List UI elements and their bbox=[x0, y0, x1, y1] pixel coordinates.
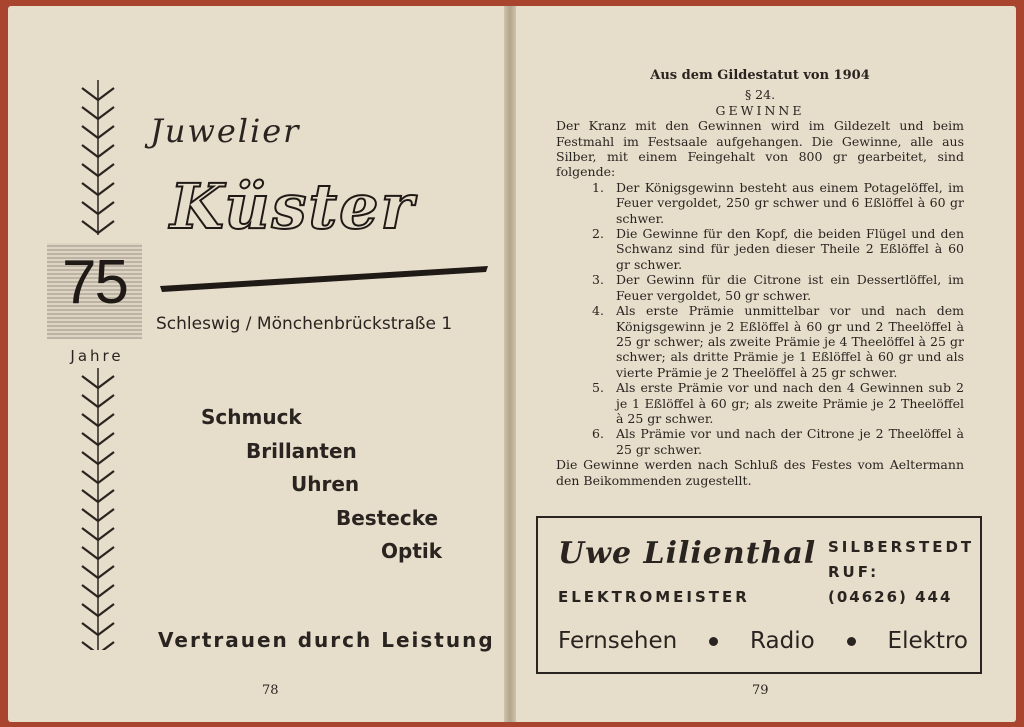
ad-place: SILBERSTEDT bbox=[828, 538, 975, 556]
item-text: Die Gewinne für den Kopf, die beiden Flügel und den Schwanz sind für jeden dieser Theile 2 Eßlöffel à 60 gr schwer. bbox=[616, 226, 964, 272]
list-item bbox=[556, 426, 964, 457]
ad-phone-label: RUF: bbox=[828, 563, 880, 581]
item-text: Als erste Prämie unmittelbar vor und nach dem Königsgewinn je 2 Eßlöffel à 60 gr und 2 Theelöffel à 25 gr schwer; als zweite Prämie je 4 Theelöffel à 25 gr schwer; als dritte Prämie je 1 Eßlöffel à 60 gr und als vierte Prämie je 2 Theelöffel à 25 gr schwer. bbox=[616, 303, 964, 380]
anniversary-badge bbox=[47, 243, 142, 339]
page-number-left: 78 bbox=[262, 683, 279, 698]
product-item: Bestecke bbox=[336, 506, 439, 530]
laurel-branch-bottom-icon bbox=[74, 368, 122, 650]
item-number: 2. bbox=[592, 226, 604, 242]
item-number: 4. bbox=[592, 303, 604, 319]
product-item: Uhren bbox=[291, 472, 360, 496]
list-item bbox=[556, 303, 964, 380]
prize-list bbox=[556, 180, 964, 457]
closing-text: Die Gewinne werden nach Schluß des Festes vom Aeltermann den Beikommenden zugestellt. bbox=[556, 457, 964, 488]
service-item: Radio bbox=[750, 628, 815, 654]
ad-company-name: Uwe Lilienthal bbox=[558, 536, 817, 571]
list-item bbox=[556, 272, 964, 303]
paragraph-number: § 24. bbox=[744, 87, 776, 103]
electrician-advertisement bbox=[536, 516, 982, 674]
item-text: Der Königsgewinn besteht aus einem Potagelöffel, im Feuer vergoldet, 250 gr schwer und 6 Eßlöffel à 60 gr schwer. bbox=[616, 179, 964, 226]
section-heading: GEWINNE bbox=[715, 102, 805, 118]
item-text: Der Gewinn für die Citrone ist ein Dessertlöffel, im Feuer vergoldet, 50 gr schwer. bbox=[616, 272, 964, 303]
item-number: 5. bbox=[592, 380, 604, 396]
item-text: Als erste Prämie vor und nach den 4 Gewinnen sub 2 je 1 Eßlöffel à 60 gr; als zweite Prämie je 2 Theelöffel à 25 gr schwer. bbox=[616, 380, 964, 426]
list-item bbox=[556, 180, 964, 226]
item-number: 1. bbox=[592, 179, 604, 195]
ad-phone-number: (04626) 444 bbox=[828, 588, 953, 606]
ad-subtitle: ELEKTROMEISTER bbox=[558, 588, 750, 606]
service-item: Elektro bbox=[887, 628, 968, 654]
laurel-branch-top-icon bbox=[74, 80, 122, 235]
list-item bbox=[556, 226, 964, 272]
item-text: Als Prämie vor und nach der Citrone je 2 Theelöffel à 25 gr schwer. bbox=[616, 426, 964, 457]
statute-title: Aus dem Gildestatut von 1904 bbox=[650, 68, 870, 83]
item-number: 6. bbox=[592, 426, 604, 442]
book-gutter bbox=[504, 6, 516, 722]
jeweler-heading: Juwelier bbox=[150, 112, 301, 150]
page-number-right: 79 bbox=[752, 683, 769, 698]
bullet-icon bbox=[709, 637, 718, 646]
badge-number: 75 bbox=[62, 248, 127, 317]
item-number: 3. bbox=[592, 272, 604, 288]
bullet-icon bbox=[847, 637, 856, 646]
list-item bbox=[556, 380, 964, 426]
badge-label: Jahre bbox=[70, 347, 124, 365]
product-item: Brillanten bbox=[246, 439, 357, 463]
slogan: Vertrauen durch Leistung bbox=[158, 628, 495, 652]
product-item: Schmuck bbox=[201, 405, 302, 429]
product-item: Optik bbox=[381, 539, 443, 563]
statute-text bbox=[556, 68, 964, 488]
kuester-logo-text: Küster bbox=[170, 170, 416, 243]
shop-address: Schleswig / Mönchenbrückstraße 1 bbox=[156, 314, 453, 334]
intro-text: Der Kranz mit den Gewinnen wird im Gildezelt und beim Festmahl im Festsaale aufgehangen. Die Gewinne, alle aus Silber, mit einem Feingehalt von 800 gr gearbeitet, sind folgende: bbox=[556, 118, 964, 180]
service-item: Fernsehen bbox=[558, 628, 678, 654]
ad-services bbox=[558, 628, 968, 654]
